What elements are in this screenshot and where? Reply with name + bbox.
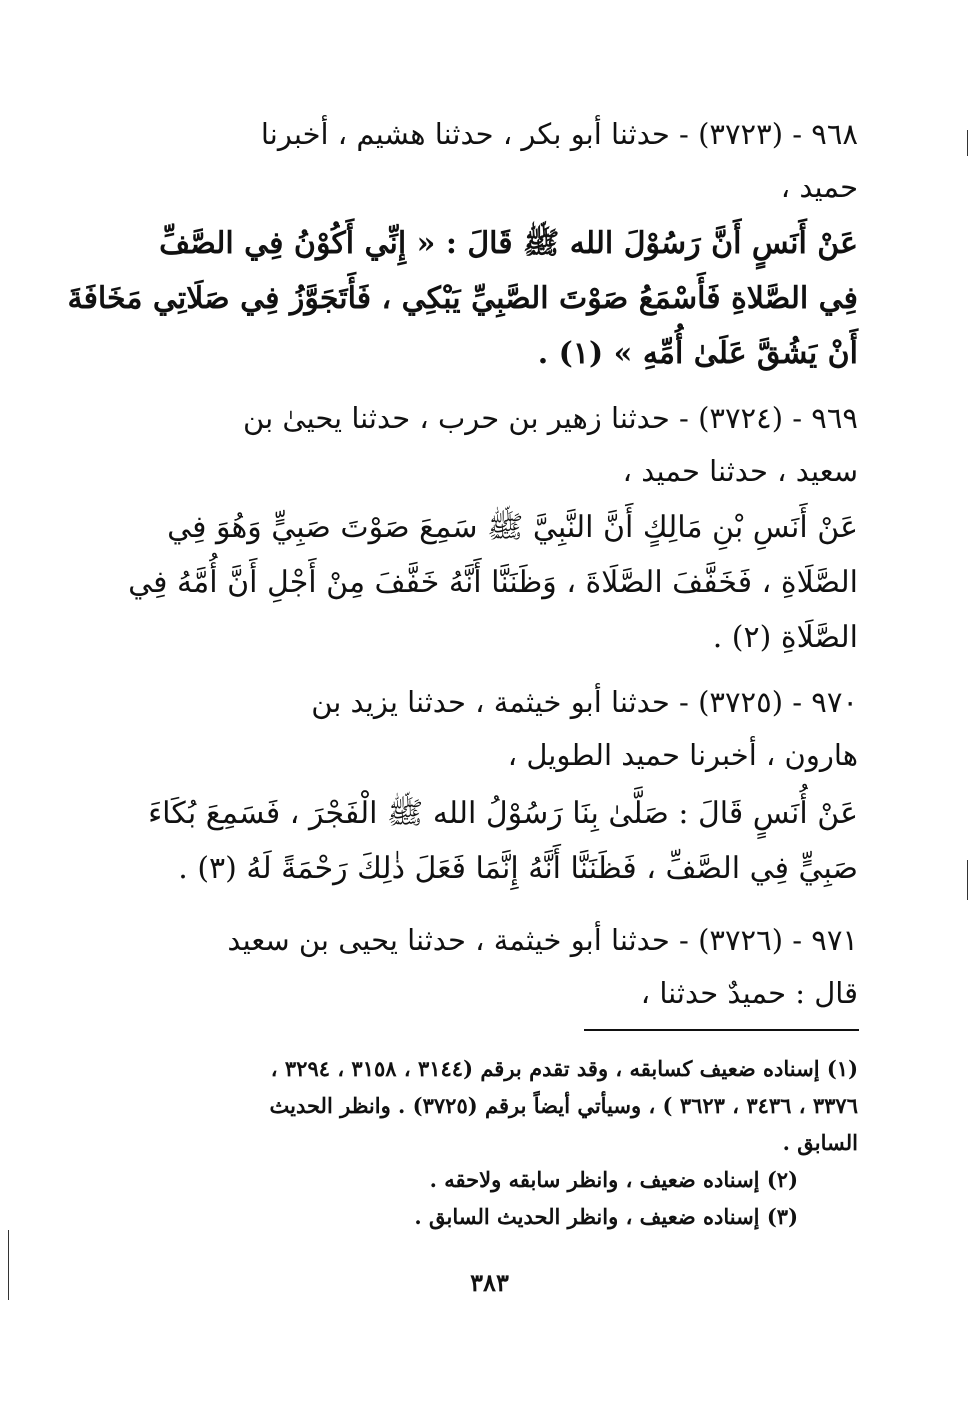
matn-line: عَنْ أَنَسٍ أَنَّ رَسُوْلَ الله ﷺ قَالَ : « إِنِّي أَكُوْنُ فِي الصَّفِّ — [159, 226, 858, 261]
isnad-line: ٩٦٨ - (٣٧٢٣) - حدثنا أبو بكر ، حدثنا هشيم ، أخبرنا — [260, 117, 858, 151]
scan-edge-line — [8, 1230, 9, 1300]
matn-line: عَنْ أَنَسِ بْنِ مَالِكٍ أَنَّ النَّبِيَّ ﷺ سَمِعَ صَوْتَ صَبِيٍّ وَهُوَ فِي — [167, 510, 858, 545]
scan-edge-mark — [967, 860, 968, 900]
matn-line: عَنْ أُنَسٍ قَالَ : صَلَّىٰ بِنَا رَسُوْلُ الله ﷺ الْفَجْرَ ، فَسَمِعَ بُكَاءَ — [148, 796, 858, 831]
isnad-line: ٩٦٩ - (٣٧٢٤) - حدثنا زهير بن حرب ، حدثنا يحيىٰ بن — [243, 401, 858, 435]
footnote-line: (٣) إسناده ضعيف ، وانظر الحديث السابق . — [414, 1204, 798, 1229]
footnote-line: ٣٣٧٦ ، ٣٤٣٦ ، ٣٦٢٣ ) ، وسيأتي أيضاً برقم (٣٧٢٥) . وانظر الحديث — [269, 1093, 858, 1118]
hadith-971-isnad — [168, 914, 858, 1020]
hadith-968-matn — [67, 216, 858, 381]
isnad-line: قال : حميدٌ حدثنا ، — [640, 976, 858, 1010]
matn-line: أَنْ يَشُقَّ عَلَىٰ أُمِّهِ » (١) . — [537, 336, 858, 371]
footnote-line: السابق . — [782, 1130, 858, 1155]
footnote-3 — [168, 1198, 858, 1235]
footnotes — [168, 1050, 858, 1235]
footnote-1 — [168, 1050, 858, 1161]
footnote-separator — [584, 1029, 859, 1031]
isnad-line: ٩٧١ - (٣٧٢٦) - حدثنا أبو خيثمة ، حدثنا يحيى بن سعيد — [227, 923, 858, 957]
hadith-970-matn — [148, 786, 858, 896]
matn-line: صَبِيٍّ فِي الصَّفِّ ، فَظَنَنَّا أَنَّهُ إِنَّمَا فَعَلَ ذٰلِكَ رَحْمَةً لَهُ (٣) . — [178, 851, 858, 886]
matn-line: الصَّلَاةِ (٢) . — [712, 620, 858, 655]
footnote-2 — [168, 1161, 858, 1198]
isnad-line: حميد ، — [780, 170, 858, 204]
page-number: ٣٨٣ — [470, 1268, 509, 1297]
isnad-line: ٩٧٠ - (٣٧٢٥) - حدثنا أبو خيثمة ، حدثنا يزيد بن — [311, 685, 858, 719]
footnote-line: (١) إسناده ضعيف كسابقه ، وقد تقدم برقم (٣١٤٤ ، ٣١٥٨ ، ٣٢٩٤ ، — [270, 1056, 858, 1081]
hadith-969-matn — [128, 500, 858, 665]
matn-line: فِي الصَّلاةِ فَأَسْمَعُ صَوْتَ الصَّبِيِّ يَبْكِي ، فَأَتَجَوَّزُ فِي صَلَاتِي مَخَافَةَ — [67, 281, 858, 316]
matn-line: الصَّلَاةِ ، فَخَفَّفَ الصَّلَاةَ ، وَظَنَنَّا أَنَّهُ خَفَّفَ مِنْ أَجْلِ أَنَّ أُمَّهُ فِي — [128, 565, 858, 600]
isnad-line: سعيد ، حدثنا حميد ، — [622, 454, 858, 488]
scan-edge-mark — [967, 130, 968, 156]
hadith-969-isnad — [168, 392, 858, 498]
footnote-line: (٢) إسناده ضعيف ، وانظر سابقه ولاحقه . — [429, 1167, 798, 1192]
hadith-968-isnad — [168, 108, 858, 214]
hadith-970-isnad — [168, 676, 858, 782]
isnad-line: هارون ، أخبرنا حميد الطويل ، — [507, 738, 858, 772]
